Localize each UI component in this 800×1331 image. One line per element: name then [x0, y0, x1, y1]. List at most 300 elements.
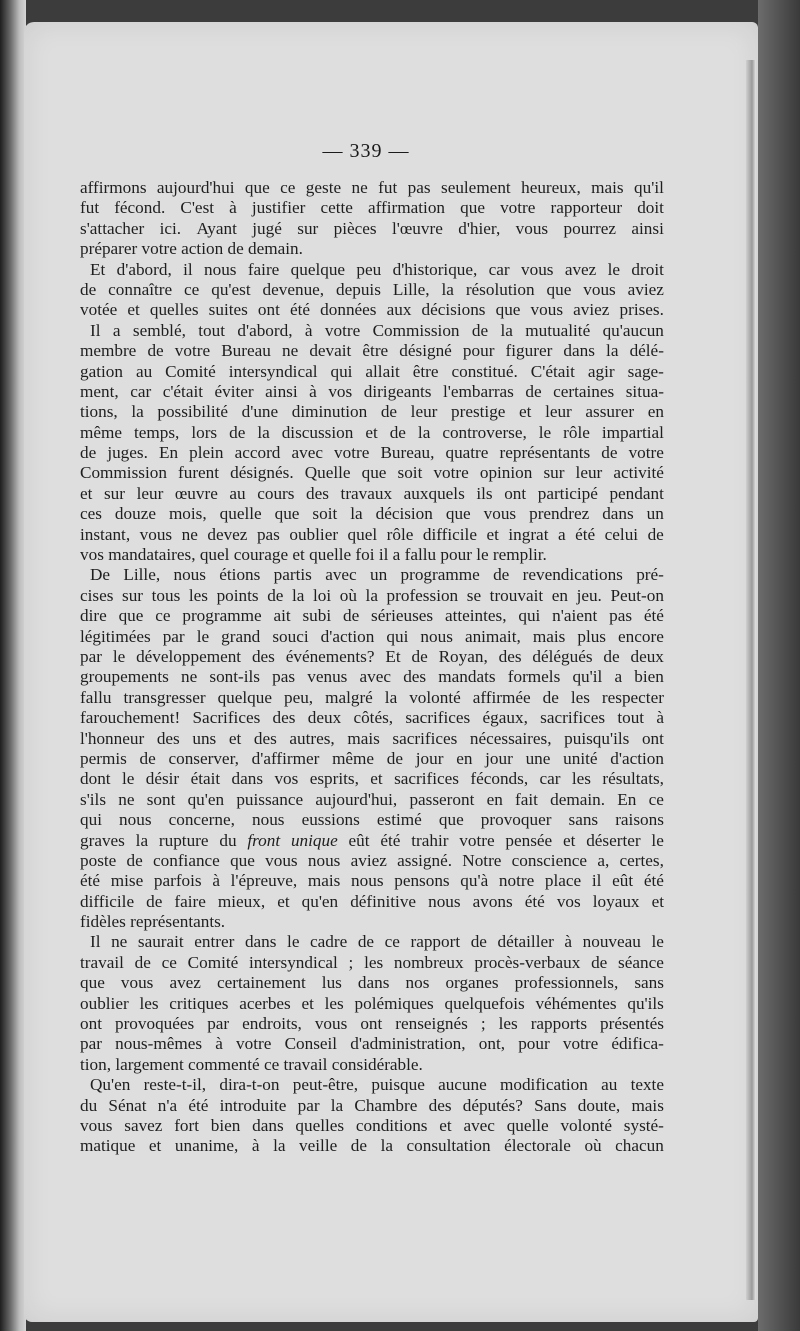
- word: cadre: [310, 932, 348, 952]
- word: données: [320, 300, 377, 320]
- word: tout: [198, 320, 225, 340]
- word: qui: [330, 361, 353, 381]
- word: avez: [564, 259, 597, 279]
- word: votre: [562, 1034, 599, 1054]
- word: de: [267, 585, 284, 605]
- text-line: [80, 912, 664, 932]
- book-page: [24, 22, 758, 1322]
- word: la: [384, 687, 398, 707]
- word: souci: [272, 626, 309, 646]
- word: une: [525, 748, 551, 768]
- word: participé: [537, 483, 598, 503]
- word: activité: [613, 463, 664, 483]
- word: un: [370, 565, 388, 585]
- text-line: [80, 300, 664, 320]
- word: ainsi: [265, 381, 298, 401]
- word: affirmation: [368, 198, 446, 218]
- word: esprits,: [309, 769, 359, 789]
- word: fallu: [80, 687, 112, 707]
- word: profession: [386, 585, 459, 605]
- text-line: [80, 198, 664, 218]
- word: été: [290, 300, 311, 320]
- word: oublier: [289, 524, 339, 544]
- word: vous: [120, 973, 154, 993]
- word: ne: [111, 932, 128, 952]
- word: le: [121, 769, 135, 789]
- word: fidèles: [80, 912, 131, 932]
- text-line: [80, 667, 664, 687]
- word: car: [488, 259, 510, 279]
- body-text: [80, 178, 664, 1157]
- text-line: [80, 586, 664, 606]
- word: la: [441, 279, 454, 299]
- word: vous: [521, 259, 554, 279]
- word: dans: [244, 932, 277, 952]
- word: introduite: [219, 1095, 287, 1115]
- text-line: [80, 871, 664, 891]
- word: ment,: [80, 381, 119, 401]
- word: votre: [628, 443, 664, 463]
- word: aux: [386, 300, 412, 320]
- word: que: [230, 850, 255, 870]
- word: féconds,: [470, 769, 529, 789]
- word: et: [439, 1115, 452, 1135]
- word: quelquefois: [444, 993, 525, 1013]
- word: d'abord,: [237, 320, 293, 340]
- text-line: [80, 362, 664, 382]
- word: que: [244, 178, 270, 197]
- word: ainsi: [631, 218, 664, 238]
- word: passeront: [409, 789, 475, 809]
- word: celui: [604, 524, 639, 544]
- word: que: [80, 973, 105, 993]
- word: jour: [485, 748, 513, 768]
- word: que: [438, 810, 464, 830]
- word: prises.: [619, 300, 664, 320]
- word: raisons: [615, 810, 664, 830]
- word: discussion: [281, 422, 354, 442]
- word: d'affirmer: [251, 748, 320, 768]
- word: pas: [272, 667, 296, 687]
- word: votre: [459, 830, 495, 850]
- word: situa-: [625, 381, 664, 401]
- text-line: [80, 321, 664, 341]
- word: décision: [375, 504, 433, 524]
- word: présentés: [600, 1014, 664, 1034]
- word: délé-: [629, 341, 664, 361]
- word: étions: [219, 565, 261, 585]
- word: puissance: [236, 789, 304, 809]
- word: mois,: [168, 504, 207, 524]
- word: de: [80, 443, 97, 463]
- word: unité: [563, 748, 598, 768]
- word: matique: [80, 1136, 136, 1156]
- word: en: [647, 402, 664, 422]
- text-line: [80, 219, 664, 239]
- word: front: [247, 830, 281, 850]
- word: figurer: [505, 341, 553, 361]
- word: professionnels,: [514, 973, 619, 993]
- word: groupements: [80, 667, 169, 687]
- word: parfois: [153, 871, 202, 891]
- word: d'administration,: [350, 1034, 466, 1054]
- word: Commission: [80, 463, 167, 483]
- word: de: [386, 748, 404, 768]
- word: organes: [445, 973, 499, 993]
- word: peu,: [283, 687, 314, 707]
- word: plein: [189, 443, 224, 463]
- word: avons: [472, 891, 513, 911]
- word: a,: [597, 850, 610, 870]
- word: et: [301, 993, 314, 1013]
- word: être: [362, 341, 389, 361]
- word: au: [135, 361, 153, 381]
- word: représentants: [499, 443, 591, 463]
- word: se: [466, 585, 482, 605]
- word: difficile: [80, 891, 135, 911]
- word: d'hier,: [458, 218, 501, 238]
- word: des: [253, 728, 277, 748]
- word: unique: [290, 830, 338, 850]
- word: ait: [273, 606, 291, 626]
- word: procès-verbaux: [474, 952, 581, 972]
- word: sur: [122, 585, 144, 605]
- word: l'honneur: [80, 728, 145, 748]
- word: nous: [420, 626, 453, 646]
- word: quelque: [290, 259, 346, 279]
- word: saurait: [137, 932, 184, 952]
- word: critiques: [169, 993, 229, 1013]
- word: de: [470, 932, 487, 952]
- word: sur: [543, 463, 565, 483]
- word: votre: [236, 1034, 272, 1054]
- text-line: [80, 953, 664, 973]
- word: possibilité: [157, 402, 229, 422]
- word: désir: [145, 769, 180, 789]
- word: oublier: [80, 993, 129, 1013]
- word: qu'il: [634, 178, 664, 197]
- text-line: [80, 749, 664, 769]
- word: faire: [174, 891, 206, 911]
- word: aujourd'hui,: [315, 789, 398, 809]
- text-line: [80, 769, 664, 789]
- word: s'ils: [80, 789, 107, 809]
- word: Il: [90, 932, 101, 952]
- word: encore: [618, 626, 664, 646]
- word: et: [486, 524, 499, 544]
- word: préparer: [80, 239, 142, 259]
- word: de: [591, 952, 608, 972]
- word: la: [606, 341, 619, 361]
- word: trouvait: [489, 585, 544, 605]
- word: jugé: [252, 218, 282, 238]
- text-line: [80, 892, 664, 912]
- word: et: [148, 1136, 162, 1156]
- word: courage: [233, 545, 293, 565]
- word: les: [498, 1014, 518, 1034]
- word: demain.: [248, 239, 303, 259]
- scan-background-right: [758, 0, 800, 1331]
- word: de: [603, 646, 620, 666]
- word: rôle: [386, 524, 414, 544]
- word: délégués: [532, 646, 593, 666]
- word: pour: [518, 1034, 550, 1054]
- word: jeu.: [576, 585, 602, 605]
- word: été: [188, 1095, 209, 1115]
- word: puisqu'ils: [564, 728, 630, 748]
- word: formels: [507, 667, 561, 687]
- word: pensée: [505, 830, 553, 850]
- word: de: [139, 748, 156, 768]
- word: ont,: [478, 1034, 506, 1054]
- word: rapporteur: [550, 198, 623, 218]
- word: dira-t-on: [219, 1075, 280, 1095]
- word: confiance: [153, 850, 220, 870]
- word: vos: [80, 545, 109, 565]
- word: et: [277, 891, 290, 911]
- word: d'action: [320, 626, 375, 646]
- word: des: [306, 483, 329, 503]
- word: seulement: [441, 178, 511, 197]
- word: égaux,: [482, 708, 528, 728]
- word: revendications: [522, 565, 623, 585]
- word: depuis: [336, 279, 381, 299]
- word: leur: [575, 463, 603, 483]
- word: ce: [384, 932, 400, 952]
- word: de: [126, 850, 143, 870]
- word: droit: [631, 259, 664, 279]
- word: n'a: [157, 1095, 178, 1115]
- word: qu'ils: [627, 993, 664, 1013]
- word: nombreux: [393, 952, 464, 972]
- word: vous: [530, 300, 564, 320]
- word: Et: [385, 646, 401, 666]
- book-gutter-edge: [0, 0, 26, 1331]
- word: mais: [307, 871, 341, 891]
- word: sans: [568, 810, 599, 830]
- word: des: [272, 708, 296, 728]
- word: points: [216, 585, 259, 605]
- word: sacrifices: [392, 728, 458, 748]
- text-line: [80, 627, 664, 647]
- word: sans: [634, 973, 664, 993]
- word: pourrez: [563, 218, 617, 238]
- word: animait,: [464, 626, 521, 646]
- word: rapport: [410, 932, 461, 952]
- text-line: [80, 280, 664, 300]
- word: d'une: [241, 402, 279, 422]
- word: quel: [199, 545, 234, 565]
- word: le: [476, 545, 493, 565]
- word: par: [297, 1095, 320, 1115]
- word: que: [274, 504, 300, 524]
- word: renseignés: [395, 1014, 468, 1034]
- word: tout: [617, 708, 645, 728]
- word: fut: [80, 198, 100, 218]
- word: considérable.: [331, 1054, 423, 1074]
- word: C'est: [180, 198, 215, 218]
- word: de: [147, 341, 164, 361]
- word: nous: [204, 259, 237, 279]
- word: Lille,: [392, 279, 430, 299]
- word: tions,: [80, 402, 118, 422]
- word: fort: [174, 1115, 200, 1135]
- word: leur: [136, 483, 164, 503]
- word: vous: [483, 504, 517, 524]
- page-edge-shadow: [746, 60, 756, 1300]
- word: ils: [476, 483, 493, 503]
- word: temps,: [133, 422, 180, 442]
- word: ;: [348, 952, 354, 972]
- word: la: [135, 830, 149, 850]
- word: eussions: [301, 810, 360, 830]
- word: par: [162, 626, 185, 646]
- word: les: [571, 769, 591, 789]
- word: et: [562, 830, 576, 850]
- word: permis: [80, 748, 127, 768]
- word: certes,: [619, 850, 664, 870]
- text-line: [80, 831, 664, 851]
- word: impartial: [601, 422, 664, 442]
- word: il: [591, 871, 602, 891]
- word: rôle: [563, 422, 590, 442]
- word: dire: [80, 606, 107, 626]
- word: le: [196, 626, 210, 646]
- word: aviez: [573, 300, 610, 320]
- word: sur: [297, 218, 319, 238]
- word: la: [131, 402, 144, 422]
- word: la: [417, 422, 431, 442]
- word: était: [190, 769, 221, 789]
- word: où: [584, 1136, 602, 1156]
- word: C'était: [530, 361, 575, 381]
- word: ne: [180, 667, 198, 687]
- word: été: [643, 606, 664, 626]
- word: quelles: [295, 1115, 345, 1135]
- word: vous: [139, 524, 173, 544]
- word: votre: [174, 341, 211, 361]
- word: l'œuvre: [392, 218, 443, 238]
- word: uns: [192, 728, 217, 748]
- word: mais: [631, 1095, 664, 1115]
- word: du: [219, 830, 237, 850]
- word: été: [643, 871, 664, 891]
- word: par: [207, 1014, 230, 1034]
- word: désignés.: [230, 463, 294, 483]
- word: la: [292, 585, 305, 605]
- word: votre: [324, 320, 361, 340]
- word: qu'est: [211, 279, 251, 299]
- word: Royan,: [438, 646, 488, 666]
- word: et: [370, 769, 383, 789]
- word: pour: [462, 341, 495, 361]
- word: avec: [325, 565, 357, 585]
- word: qu'en: [187, 789, 225, 809]
- word: vous: [80, 1115, 113, 1135]
- word: des: [251, 646, 275, 666]
- word: foi: [355, 545, 379, 565]
- word: ont: [257, 300, 280, 320]
- word: ces: [80, 504, 102, 524]
- word: a: [392, 545, 405, 565]
- word: devez: [207, 524, 248, 544]
- word: nous-mêmes: [115, 1034, 203, 1054]
- text-line: [80, 810, 664, 830]
- word: vos: [274, 769, 299, 789]
- word: rupture: [158, 830, 209, 850]
- word: gation: [80, 361, 123, 381]
- word: ne: [281, 341, 299, 361]
- word: conserver,: [168, 748, 239, 768]
- word: de: [389, 422, 406, 442]
- word: été: [80, 871, 101, 891]
- word: ne: [118, 789, 135, 809]
- word: deux: [630, 646, 664, 666]
- word: dont: [80, 769, 111, 789]
- word: dans: [231, 769, 264, 789]
- word: et: [80, 483, 93, 503]
- word: provoquer: [480, 810, 552, 830]
- word: diminution: [291, 402, 368, 422]
- word: nouveau: [582, 932, 641, 952]
- word: commenté: [188, 1054, 264, 1074]
- word: atteintes,: [444, 606, 507, 626]
- word: Notre: [462, 850, 502, 870]
- word: à: [304, 320, 313, 340]
- word: sacrifices: [394, 769, 459, 789]
- word: événements?: [285, 646, 375, 666]
- word: votre: [433, 463, 469, 483]
- word: résultats,: [602, 769, 664, 789]
- word: Sans: [534, 1095, 567, 1115]
- word: qui: [518, 606, 541, 626]
- word: l'embarras: [443, 381, 514, 401]
- word: que: [495, 300, 521, 320]
- word: deux: [307, 708, 342, 728]
- word: de: [134, 952, 151, 972]
- word: peu: [356, 259, 382, 279]
- word: avec: [359, 667, 392, 687]
- word: fut: [378, 178, 398, 197]
- word: Chambre: [354, 1095, 418, 1115]
- word: et: [127, 300, 140, 320]
- word: le: [651, 830, 664, 850]
- word: de: [80, 279, 97, 299]
- text-line: [80, 851, 664, 871]
- text-line: [80, 402, 664, 422]
- word: systé-: [623, 1115, 664, 1135]
- word: ce: [184, 279, 200, 299]
- word: unanime,: [174, 1136, 239, 1156]
- word: qu'il: [572, 667, 603, 687]
- word: entrer: [194, 932, 235, 952]
- word: dirigeants: [363, 381, 432, 401]
- text-line: [80, 1055, 664, 1075]
- word: dans: [357, 973, 390, 993]
- word: autres,: [289, 728, 335, 748]
- word: tous: [151, 585, 181, 605]
- word: séance: [618, 952, 664, 972]
- text-line: [80, 994, 664, 1014]
- word: vous: [265, 850, 298, 870]
- word: détailler: [497, 932, 554, 952]
- word: œuvre: [174, 483, 218, 503]
- word: à: [564, 932, 573, 952]
- word: le: [287, 932, 300, 952]
- word: aucune: [438, 1075, 487, 1095]
- word: lus: [321, 973, 342, 993]
- word: légitimées: [80, 626, 151, 646]
